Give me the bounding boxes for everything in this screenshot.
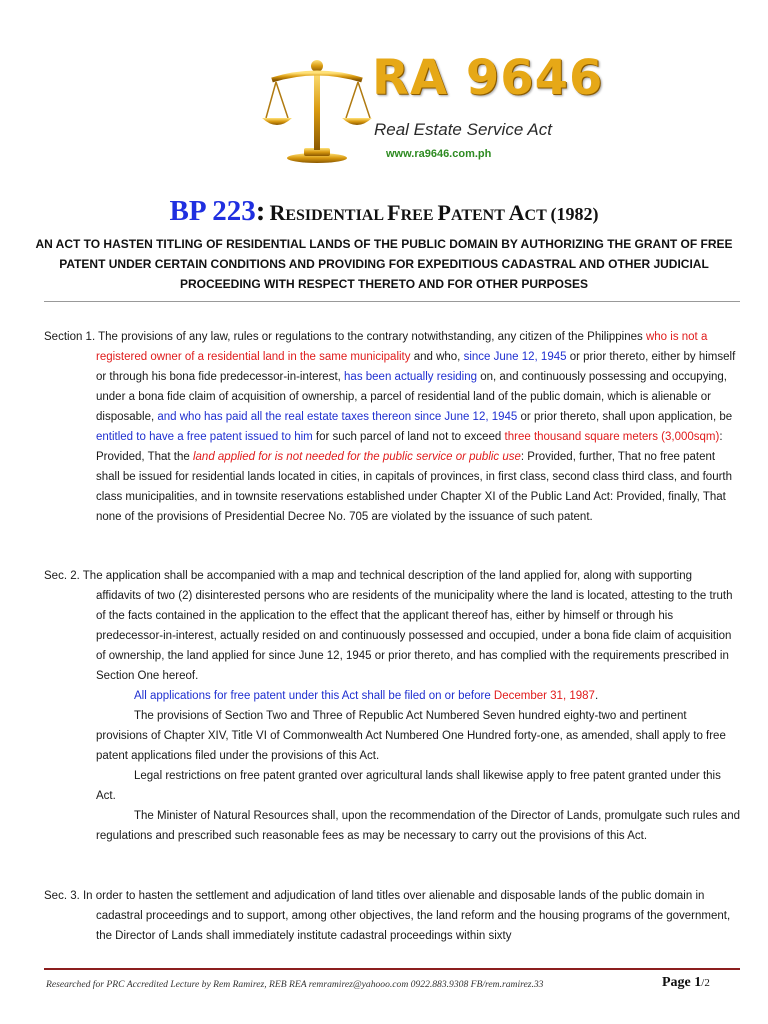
title-word-4-rest: CT — [524, 207, 551, 224]
section-1-highlight: has been actually residing — [344, 371, 478, 383]
filing-deadline-text: All applications for free patent under this Act shall be filed on or before — [134, 690, 494, 702]
section-2-paragraph-3: The provisions of Section Two and Three of Republic Act Numbered Seven hundred eighty-two and pertinent provisions of Chapter XIV, Title VI of Commonwealth Act Numbered One Hundred forty-one, as amended, shall apply to free patent applications filed under the provisions of this Act. — [96, 710, 726, 762]
logo-subtitle: Real Estate Service Act — [374, 120, 552, 139]
title-year: (1982) — [550, 204, 599, 224]
section-1-text: or prior thereto, either by himself or through his bona fide predecessor-in-interest, — [96, 351, 736, 383]
title-code: BP 223 — [169, 195, 256, 227]
section-3-paragraph: Sec. 3. In order to hasten the settlement and adjudication of land titles over alienable and disposable lands of the public domain in cadastral proceedings and to support, among other objectives, the land reform and the housing programs of the government, the Director of Lands shall immediately institute cadastral proceedings within sixty — [44, 890, 731, 942]
section-2 — [44, 566, 740, 846]
document-title — [0, 193, 768, 234]
filing-deadline-end: . — [594, 690, 599, 702]
section-1-highlight: land applied for is not needed for the public service or public use — [192, 451, 521, 463]
page-total: /2 — [701, 977, 710, 989]
section-2-paragraph-2 — [44, 686, 740, 706]
section-1-text: and who, — [410, 351, 464, 363]
section-1-text: : Provided, That the — [96, 431, 723, 463]
scales-of-justice-icon — [262, 52, 372, 164]
title-word-1-initial: R — [269, 200, 286, 225]
title-colon: : — [255, 195, 266, 227]
heading-divider — [44, 301, 740, 302]
section-2-paragraph-4: Legal restrictions on free patent granted over agricultural lands shall likewise apply to free patent granted under this Act. — [96, 770, 721, 802]
logo-title: RA 9646 — [372, 50, 604, 106]
section-1-text: for such parcel of land not to exceed — [312, 431, 505, 443]
section-1-highlight: entitled to have a free patent issued to him — [96, 431, 313, 443]
section-2-paragraph-5: The Minister of Natural Resources shall, upon the recommendation of the Director of Lands, promulgate such rules and regulations and prescribed such reasonable fees as may be necessary to carry out the provisions of this Act. — [96, 810, 740, 842]
section-1-paragraph — [44, 327, 740, 527]
logo-url[interactable]: www.ra9646.com.ph — [386, 148, 492, 160]
section-1-text: . The provisions of any law, rules or regulations to the contrary notwithstanding, any citizen of the Philippines — [91, 331, 646, 343]
filing-deadline-date: December 31, 1987 — [493, 690, 595, 702]
title-word-2-rest: REE — [400, 207, 438, 224]
page-number — [662, 975, 710, 991]
section-3 — [44, 886, 740, 946]
section-1 — [44, 327, 740, 527]
title-word-3-rest: ATENT — [450, 207, 509, 224]
section-1-text: : Provided, further, That no free patent shall be issued for residential lands located in cities, in capitals of provinces, in first class, second class third class, and fourth class municipalities, and in townsite reservations established under Chapter XI of the Public Land Act: Provided, finally, That none of the provisions of Presidential Decree No. 705 are violated by the issuance of such patent. — [96, 451, 733, 523]
title-word-4-initial: A — [508, 200, 525, 225]
section-1-highlight: since June 12, 1945 — [463, 351, 567, 363]
footer-credit: Researched for PRC Accredited Lecture by Rem Ramirez, REB REA remramirez@yahooo.com 0922.883.9308 FB/rem.ramirez.33 — [46, 979, 544, 990]
document-subtitle: AN ACT TO HASTEN TITLING OF RESIDENTIAL LANDS OF THE PUBLIC DOMAIN BY AUTHORIZING THE GRANT OF FREE PATENT UNDER CERTAIN CONDITIONS AND PROVIDING FOR EXPEDITIOUS CADASTRAL AND OTHER JUDICIAL PROCEEDING WITH RESPECT THERETO AND FOR OTHER PURPOSES — [35, 237, 733, 291]
footer-divider — [44, 968, 740, 970]
title-word-2-initial: F — [387, 200, 401, 225]
section-1-label: Section 1 — [44, 331, 92, 343]
title-word-3-initial: P — [437, 200, 451, 225]
section-2-paragraph-1: Sec. 2. The application shall be accompanied with a map and technical description of the land applied for, along with supporting affidavits of two (2) disinterested persons who are residents of the municipality where the land is located, attesting to the truth of the facts contained in the application to the effect that the applicant thereof has, either by himself or through his predecessor-in-interest, actually resided on and continuously possessed and occupied, under a bona fide claim of acquisition of ownership, the land applied for since June 12, 1945 or prior thereto, and has complied with the requirements prescribed in Section One hereof. — [44, 570, 733, 682]
logo — [262, 48, 604, 170]
section-1-highlight: who is not a registered owner of a residential land in the same municipality — [96, 331, 708, 363]
section-1-highlight: and who has paid all the real estate taxes thereon since June 12, 1945 — [157, 411, 518, 423]
section-1-text: or prior thereto, shall upon application, be — [517, 411, 733, 423]
page-label: Page 1 — [662, 975, 702, 990]
section-1-highlight: three thousand square meters (3,000sqm) — [504, 431, 720, 443]
title-word-1-rest: ESIDENTIAL — [285, 207, 388, 224]
section-1-text: on, and continuously possessing and occupying, under a bona fide claim of acquisition of ownership, a parcel of residential land of the public domain, which is alienable or disposable, — [96, 371, 727, 423]
